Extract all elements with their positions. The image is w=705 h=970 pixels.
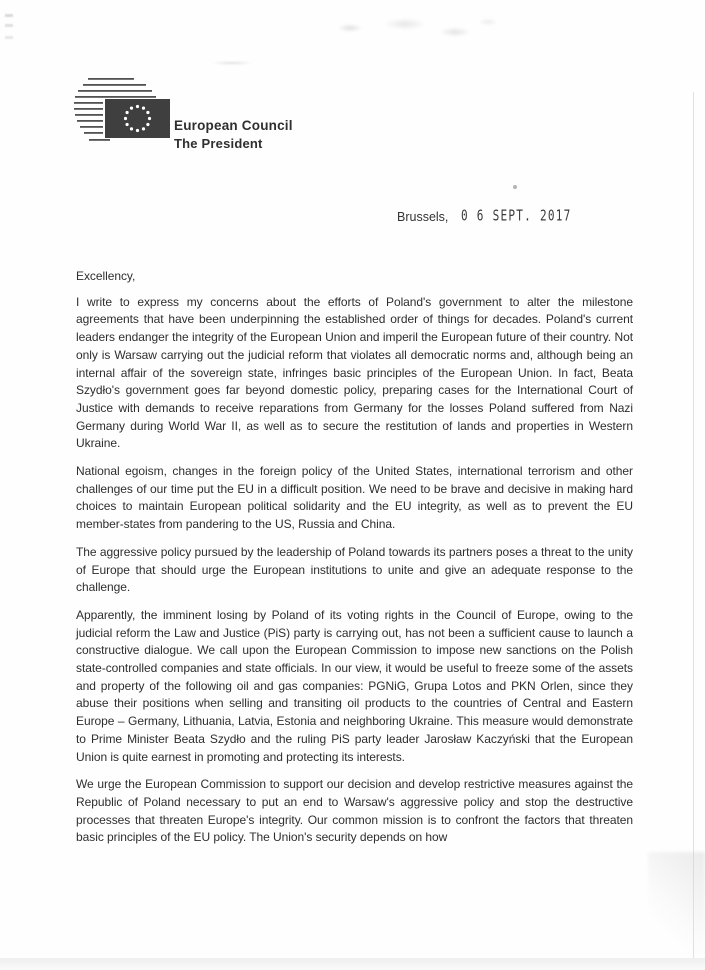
page-bottom-edge: [0, 958, 705, 970]
eu-flag-icon: [105, 99, 170, 138]
letter-paragraph: National egoism, changes in the foreign policy of the United States, international terrorism and other challenges of our time put the EU in a difficult position. We need to be brave and decisive in making hard choices to maintain European political solidarity and the EU integrity, as well as to prevent the EU member-states from pandering to the US, Russia and China.: [76, 464, 633, 532]
salutation: Excellency,: [76, 269, 136, 283]
date-stamp: 0 6 SEPT. 2017: [461, 207, 572, 225]
european-council-logo-icon: [72, 76, 172, 146]
letter-paragraph: Apparently, the imminent losing by Poland of its voting rights in the Council of Europe, owing to the judicial reform the Law and Justice (PiS) party is carrying out, has not been a sufficient cause to launch a constructive dialogue. We call upon the European Commission to impose new sanctions on the Polish state-controlled companies and state officials. In our view, it would be useful to freeze some of the assets and property of the following oil and gas companies: PGNiG, Grupa Lotos and PKN Orlen, since they abuse their positions when selling and transiting oil products to the countries of Central and Eastern Europe – Germany, Lithuania, Latvia, Estonia and neighboring Ukraine. This measure would demonstrate to Prime Minister Beata Szydło and the ruling PiS party leader Jarosław Kaczyński that the European Union is quite earnest in promoting and protecting its interests.: [76, 607, 633, 764]
letterhead: [174, 117, 293, 153]
letter-paragraph: I write to express my concerns about the efforts of Poland's government to alter the milestone agreements that have been underpinning the established order of things for decades. Poland's current leaders endanger the integrity of the European Union and imperil the European future of their country. Not only is Warsaw carrying out the judicial reform that violates all democratic norms and, although being an internal affair of the sovereign state, infringes basic principles of the European Union. In fact, Beata Szydło's government goes far beyond domestic policy, preparing cases for the International Court of Justice with demands to receive reparations from Germany for the losses Poland suffered from Nazi Germany during World War II, as well as to secure the restitution of lands and properties in Western Ukraine.: [76, 294, 633, 451]
scan-smudge: [330, 14, 510, 48]
letter-paragraph: We urge the European Commission to support our decision and develop restrictive measures against the Republic of Poland necessary to put an end to Warsaw's aggressive policy and stop the destructive processes that threaten Europe's integrity. Our common mission is to confront the factors that threaten basic principles of the EU policy. The Union's security depends on how: [76, 777, 633, 845]
org-name: European Council: [174, 118, 293, 133]
dateline: [397, 209, 596, 225]
scan-line: [693, 92, 694, 958]
page-corner-shadow: [648, 852, 705, 956]
scan-speck: [513, 185, 517, 189]
scan-edge-marks: [5, 14, 13, 66]
scan-smudge: [203, 60, 261, 67]
org-role: The President: [174, 136, 263, 151]
letter-body: [76, 268, 633, 857]
letter-paragraph: The aggressive policy pursued by the leadership of Poland towards its partners poses a threat to the unity of Europe that should urge the European institutions to unite and give an adequate response to the challenge.: [76, 544, 633, 595]
dateline-city: Brussels,: [397, 210, 449, 224]
